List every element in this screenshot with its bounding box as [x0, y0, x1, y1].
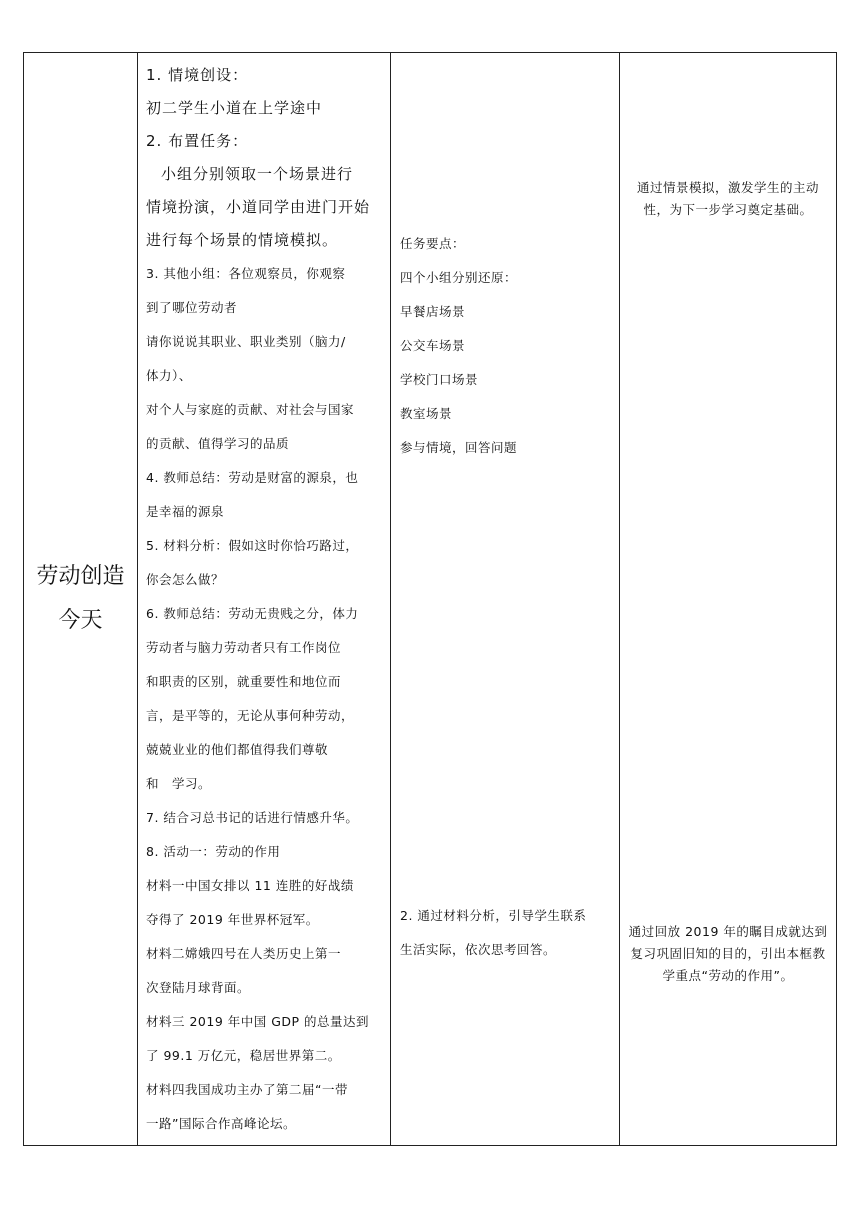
process-line: 2. 布置任务： — [146, 132, 249, 150]
activity-line: 参与情境，回答问题 — [400, 440, 518, 455]
process-line: 6. 教师总结：劳动无贵贱之分，体力 — [146, 606, 359, 621]
lesson-plan-table — [23, 52, 837, 1146]
process-line: 1. 情境创设： — [146, 66, 249, 84]
process-line: 请你说说其职业、职业类别（脑力/ — [146, 334, 346, 349]
process-line: 8. 活动一：劳动的作用 — [146, 844, 281, 859]
purpose-text-2: 通过回放 2019 年的瞩目成就达到复习巩固旧知的目的，引出本框教学重点“劳动的作用”。 — [628, 924, 828, 983]
process-line: 和职责的区别，就重要性和地位而 — [146, 674, 342, 689]
activity-line: 教室场景 — [400, 406, 453, 421]
process-line: 兢兢业业的他们都值得我们尊敬 — [146, 742, 329, 757]
design-purpose-cell — [620, 53, 837, 1146]
process-line: 情境扮演，小道同学由进门开始 — [146, 198, 371, 216]
teaching-process-lines — [146, 59, 384, 1141]
process-line: 材料二嫦娥四号在人类历史上第一 — [146, 946, 342, 961]
teaching-process-cell — [138, 53, 391, 1146]
process-line: 4. 教师总结：劳动是财富的源泉，也 — [146, 470, 359, 485]
student-activity-cell — [391, 53, 620, 1146]
activity-line: 任务要点： — [400, 236, 466, 251]
process-line: 言，是平等的，无论从事何种劳动， — [146, 708, 355, 723]
process-line: 5. 材料分析：假如这时你恰巧路过， — [146, 538, 359, 553]
process-line: 劳动者与脑力劳动者只有工作岗位 — [146, 640, 342, 655]
process-line: 7. 结合习总书记的话进行情感升华。 — [146, 810, 359, 825]
topic-cell — [24, 53, 138, 1146]
process-line: 材料四我国成功主办了第二届“一带 — [146, 1082, 348, 1097]
activity-block-1 — [400, 227, 615, 465]
process-line: 你会怎么做？ — [146, 572, 225, 587]
purpose-text-1: 通过情景模拟，激发学生的主动性，为下一步学习奠定基础。 — [636, 180, 819, 217]
process-line: 材料一中国女排以 11 连胜的好战绩 — [146, 878, 354, 893]
activity-line: 四个小组分别还原： — [400, 270, 518, 285]
process-line: 材料三 2019 年中国 GDP 的总量达到 — [146, 1014, 370, 1029]
activity-line: 2. 通过材料分析，引导学生联系 — [400, 908, 587, 923]
process-line: 初二学生小道在上学途中 — [146, 99, 323, 117]
topic-title: 劳动创造今天 — [36, 564, 125, 633]
activity-block-2 — [400, 899, 615, 967]
process-line: 一路”国际合作高峰论坛。 — [146, 1116, 296, 1131]
activity-line: 早餐店场景 — [400, 304, 466, 319]
process-line: 和 学习。 — [146, 776, 212, 791]
process-line: 3. 其他小组：各位观察员，你观察 — [146, 266, 346, 281]
activity-line: 学校门口场景 — [400, 372, 479, 387]
process-line: 次登陆月球背面。 — [146, 980, 251, 995]
process-line: 夺得了 2019 年世界杯冠军。 — [146, 912, 319, 927]
table-row — [24, 53, 837, 1146]
process-line: 是幸福的源泉 — [146, 504, 225, 519]
process-line: 到了哪位劳动者 — [146, 300, 238, 315]
process-line: 的贡献、值得学习的品质 — [146, 436, 290, 451]
process-line: 进行每个场景的情境模拟。 — [146, 231, 339, 249]
process-line: 体力）、 — [146, 368, 192, 383]
activity-line: 生活实际，依次思考回答。 — [400, 942, 557, 957]
process-line: 对个人与家庭的贡献、对社会与国家 — [146, 402, 355, 417]
process-line: 了 99.1 万亿元，稳居世界第二。 — [146, 1048, 341, 1063]
activity-line: 公交车场景 — [400, 338, 466, 353]
process-line: 小组分别领取一个场景进行 — [161, 165, 354, 183]
